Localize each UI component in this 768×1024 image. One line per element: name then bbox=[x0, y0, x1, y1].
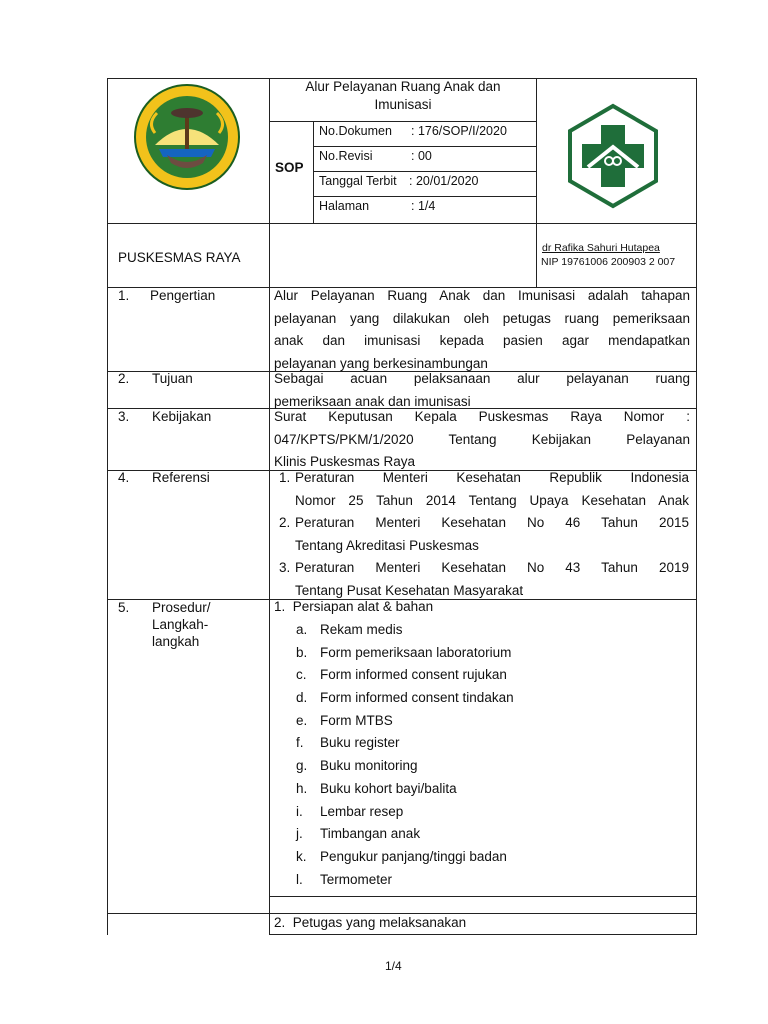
list-item bbox=[296, 778, 596, 801]
ref-number: 3. bbox=[279, 560, 291, 575]
list-item bbox=[296, 642, 596, 665]
equipment-list bbox=[296, 619, 596, 891]
signatory-nip: NIP 19761006 200903 2 007 bbox=[541, 256, 676, 268]
section-title-line: Langkah- bbox=[152, 617, 209, 632]
list-letter: h. bbox=[296, 780, 308, 796]
list-text: Form pemeriksaan laboratorium bbox=[320, 644, 512, 660]
list-text: Form informed consent tindakan bbox=[320, 690, 514, 706]
doc-field-value: : 00 bbox=[411, 149, 432, 163]
section-number: 4. bbox=[118, 470, 130, 485]
text-line: Peraturan Menteri Kesehatan No 43 Tahun 2019 bbox=[295, 560, 689, 575]
list-letter: c. bbox=[296, 667, 307, 683]
text-line: Peraturan Menteri Kesehatan Republik Indonesia bbox=[295, 470, 689, 485]
section-title bbox=[152, 599, 211, 650]
text-line: 047/KPTS/PKM/1/2020 Tentang Kebijakan Pelayanan bbox=[274, 431, 690, 447]
list-letter: k. bbox=[296, 848, 307, 864]
list-text: Rekam medis bbox=[320, 622, 403, 637]
section-title-line: Prosedur/ bbox=[152, 600, 211, 615]
section-content bbox=[274, 406, 690, 474]
text-line: anak dan imunisasi kepada pasien agar mendapatkan bbox=[274, 333, 690, 349]
list-letter: e. bbox=[296, 712, 308, 728]
list-item bbox=[296, 687, 596, 710]
text-line: pelayanan yang berkesinambungan bbox=[274, 355, 488, 371]
text-line: Peraturan Menteri Kesehatan No 46 Tahun 2015 bbox=[295, 515, 689, 530]
list-item bbox=[296, 664, 596, 687]
ref-number: 2. bbox=[279, 515, 291, 530]
list-letter: b. bbox=[296, 644, 308, 660]
doc-title-line1: Alur Pelayanan Ruang Anak dan bbox=[305, 79, 501, 94]
list-item bbox=[296, 755, 596, 778]
list-text: Termometer bbox=[320, 871, 393, 887]
list-letter: d. bbox=[296, 690, 308, 706]
section-number: 5. bbox=[118, 600, 130, 615]
list-text: Buku register bbox=[320, 735, 400, 751]
text-line: Surat Keputusan Kepala Puskesmas Raya Nomor : bbox=[274, 409, 690, 424]
sop-label: SOP bbox=[275, 160, 304, 175]
text-line: Sebagai acuan pelaksanaan alur pelayanan ruang bbox=[274, 371, 690, 386]
text-line: pemeriksaan anak dan imunisasi bbox=[274, 393, 471, 409]
section-title-line: langkah bbox=[152, 634, 200, 649]
reference-item bbox=[295, 467, 689, 512]
list-text: Lembar resep bbox=[320, 803, 404, 819]
list-item bbox=[296, 619, 596, 642]
list-letter: g. bbox=[296, 758, 308, 774]
list-item bbox=[296, 823, 596, 846]
list-text: Buku kohort bayi/balita bbox=[320, 780, 457, 796]
list-item bbox=[296, 801, 596, 824]
text-line: Tentang Akreditasi Puskesmas bbox=[295, 537, 479, 553]
list-item bbox=[296, 710, 596, 733]
list-letter: a. bbox=[296, 622, 308, 637]
text-line: pelayanan yang dilakukan oleh petugas ruang pemeriksaan bbox=[274, 310, 690, 326]
doc-field-label: No.Dokumen bbox=[319, 124, 392, 138]
section-number: 3. bbox=[118, 409, 130, 424]
doc-field-label: Tanggal Terbit bbox=[319, 174, 397, 188]
reference-item bbox=[295, 512, 689, 557]
doc-field-value: : 1/4 bbox=[411, 199, 436, 213]
signatory-name: dr Rafika Sahuri Hutapea bbox=[542, 242, 660, 254]
text-line: Klinis Puskesmas Raya bbox=[274, 454, 416, 470]
doc-title-line2: Imunisasi bbox=[374, 97, 432, 112]
list-text: Pengukur panjang/tinggi badan bbox=[320, 848, 507, 864]
list-letter: f. bbox=[296, 735, 304, 751]
list-item bbox=[296, 846, 596, 869]
text-line: Alur Pelayanan Ruang Anak dan Imunisasi adalah tahapan bbox=[274, 288, 690, 303]
section-title: Referensi bbox=[152, 470, 210, 485]
text-line: Tentang Pusat Kesehatan Masyarakat bbox=[295, 582, 524, 598]
section-content bbox=[274, 285, 690, 375]
list-letter: i. bbox=[296, 803, 303, 819]
doc-field-value: : 176/SOP/I/2020 bbox=[411, 124, 507, 138]
section-title: Tujuan bbox=[152, 371, 193, 386]
regency-logo bbox=[133, 83, 241, 191]
section-title: Kebijakan bbox=[152, 409, 212, 424]
doc-field-value: : 20/01/2020 bbox=[409, 174, 479, 188]
list-letter: j. bbox=[296, 826, 303, 842]
section-number: 1. bbox=[118, 288, 130, 303]
section-title: Pengertian bbox=[150, 288, 216, 303]
section-number: 2. bbox=[118, 371, 130, 386]
list-text: Form MTBS bbox=[320, 712, 393, 728]
list-text: Form informed consent rujukan bbox=[320, 667, 507, 683]
list-letter: l. bbox=[296, 871, 303, 887]
doc-field-label: No.Revisi bbox=[319, 149, 373, 163]
ref-number: 1. bbox=[279, 470, 291, 485]
text-line: Nomor 25 Tahun 2014 Tentang Upaya Kesehatan Anak bbox=[295, 492, 689, 508]
list-item bbox=[296, 732, 596, 755]
list-text: Timbangan anak bbox=[320, 826, 421, 842]
procedure-step: 1. Persiapan alat & bahan bbox=[274, 599, 434, 614]
list-item bbox=[296, 869, 596, 892]
list-text: Buku monitoring bbox=[320, 758, 418, 774]
institution-name: PUSKESMAS RAYA bbox=[118, 250, 241, 265]
doc-field-label: Halaman bbox=[319, 199, 370, 213]
page-number: 1/4 bbox=[385, 959, 402, 973]
procedure-step: 2. Petugas yang melaksanakan bbox=[274, 915, 467, 930]
puskesmas-logo bbox=[560, 103, 666, 209]
